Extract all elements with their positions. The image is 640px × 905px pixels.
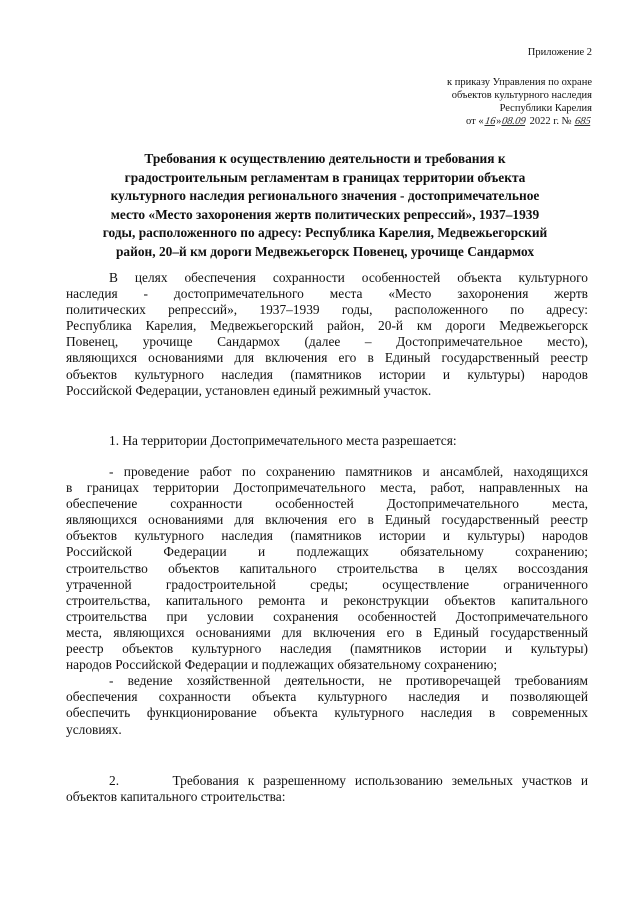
- list-item-1-line: народов Российской Федерации и подлежащих обязательному сохранению;: [66, 657, 498, 673]
- list-item-1-line: реестр объектов культурного наследия (памятников истории и культуры): [66, 641, 588, 657]
- list-item-1-line: в границах территории Достопримечательного места, работ, направленных на: [66, 480, 588, 496]
- list-item-1-line: являющихся основаниями для включения его в Единый государственный реестр: [66, 512, 588, 528]
- intro-line: наследия - достопримечательного места «Место захоронения жертв: [66, 286, 588, 302]
- order-date-line: [292, 115, 592, 128]
- section-1-heading-text: 1. На территории Достопримечательного места разрешается:: [109, 433, 457, 448]
- handwritten-day: 16: [483, 116, 496, 127]
- title-line: культурного наследия регионального значения - достопримечательное: [110, 188, 540, 204]
- title-line: место «Место захоронения жертв политических репрессий», 1937–1939: [110, 206, 540, 222]
- date-prefix: от «: [466, 116, 484, 127]
- intro-line: политических репрессий», 1937–1939 годы, расположенного по адресу:: [66, 302, 588, 318]
- section-2-heading: [66, 773, 588, 805]
- list-item-1-line: - проведение работ по сохранению памятников и ансамблей, находящихся: [109, 464, 588, 479]
- title-line: градостроительным регламентам в границах территории объекта: [124, 169, 526, 185]
- list-item-2-line: - ведение хозяйственной деятельности, не противоречащей требованиям: [109, 673, 588, 689]
- list-item-1-line: строительства при условии сохранения особенностей Достопримечательного: [66, 608, 588, 624]
- title-line: район, 20–й км дороги Медвежьегорск Повенец, урочище Сандармох: [115, 243, 535, 259]
- attachment-header: [292, 46, 592, 128]
- intro-line: Повенец, урочище Сандармох (далее – Достопримечательное место),: [66, 334, 588, 350]
- handwritten-month: 08.09: [501, 116, 527, 127]
- date-mid: »: [496, 116, 502, 127]
- intro-line: Российской Федерации, установлен единый режимный участок.: [66, 382, 432, 398]
- intro-line: Республика Карелия, Медвежьегорский район, 20-й км дороги Медвежьегорск: [66, 318, 588, 334]
- list-item-1-line: строительства, капитального ремонта и реконструкции объектов капитального: [66, 592, 588, 608]
- section-1-list: [66, 464, 588, 738]
- list-item-2-line: обеспечить функционирование объекта культурного наследия в современных: [66, 705, 588, 721]
- title-line: Требования к осуществлению деятельности и требования к: [144, 151, 506, 166]
- intro-line: объектов культурного наследия (памятников истории и культуры) народов: [66, 366, 588, 382]
- section-1-heading: [66, 433, 588, 449]
- intro-line: являющихся основаниями для включения его в Единый государственный реестр: [66, 350, 588, 366]
- section-2-line: объектов капитального строительства:: [66, 789, 286, 805]
- intro-line: В целях обеспечения сохранности особенностей объекта культурного: [109, 270, 588, 285]
- order-line-3: Республики Карелия: [499, 103, 592, 114]
- section-2-line: 2. Требования к разрешенному использованию земельных участков и: [109, 773, 588, 788]
- title-line: годы, расположенного по адресу: Республика Карелия, Медвежьегорский: [102, 225, 548, 241]
- list-item-2-line: обеспечения сохранности объекта культурного наследия и позволяющей: [66, 689, 588, 705]
- list-item-1-line: утраченной градостроительной среды; осуществление ограниченного: [66, 576, 588, 592]
- order-line-2: объектов культурного наследия: [451, 90, 592, 101]
- handwritten-order-number: 685: [574, 116, 592, 127]
- date-suffix: 2022 г. №: [526, 116, 572, 127]
- list-item-2-line: условиях.: [66, 721, 122, 737]
- list-item-1-line: объектов культурного наследия (памятников истории и культуры) народов: [66, 528, 588, 544]
- document-title: [60, 150, 590, 262]
- intro-paragraph: [66, 270, 588, 399]
- attachment-label: Приложение 2: [527, 47, 592, 58]
- list-item-1-line: места, являющихся основаниями для включения его в Единый государственный: [66, 624, 588, 640]
- order-line-1: к приказу Управления по охране: [447, 77, 592, 88]
- list-item-1-line: обеспечение сохранности особенностей Достопримечательного места,: [66, 496, 588, 512]
- list-item-1-line: строительство объектов капитального строительства в целях воссоздания: [66, 560, 588, 576]
- list-item-1-line: Российской Федерации и подлежащих обязательному сохранению;: [66, 544, 588, 560]
